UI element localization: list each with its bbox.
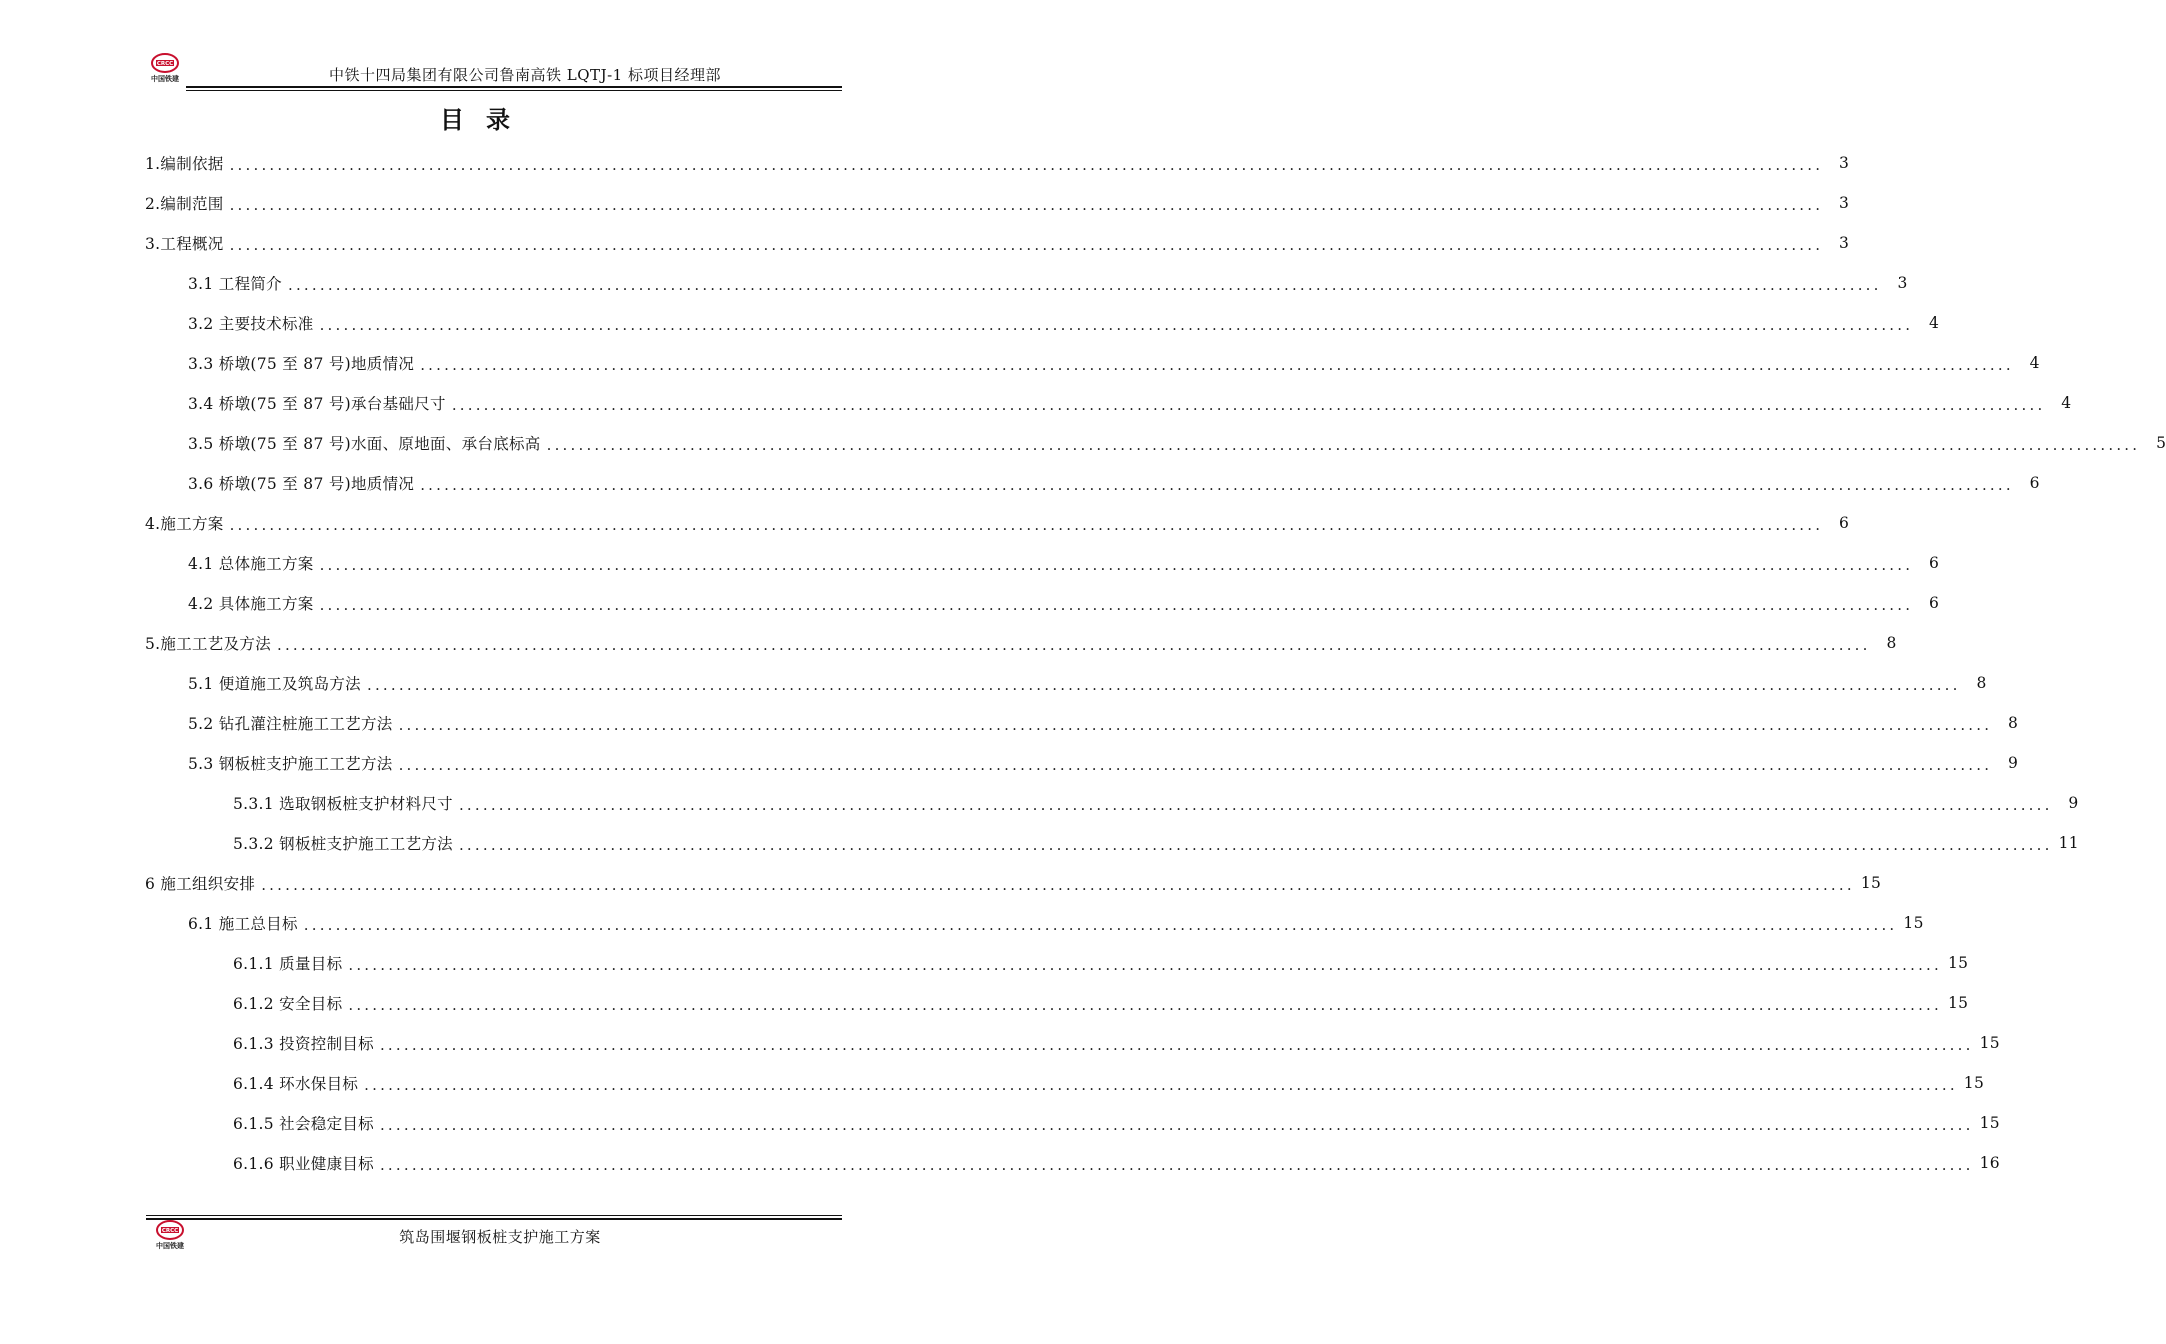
crcc-logo-icon <box>155 1219 185 1241</box>
toc-entry[interactable] <box>233 783 2079 823</box>
toc-dot-leader: ........................................................................................................................................................................................................ <box>348 996 1942 1014</box>
toc-entry-label: 6.1.4 环水保目标 <box>233 1075 359 1093</box>
toc-entry-label: 6.1 施工总目标 <box>188 915 298 933</box>
toc-dot-leader: ........................................................................................................................................................................................................ <box>229 196 1824 214</box>
logo-text: 中国铁建 <box>156 1242 184 1250</box>
footer-rule-thin <box>146 1215 842 1216</box>
toc-page-number: 4 <box>2061 394 2072 412</box>
toc-dot-leader: ........................................................................................................................................................................................................ <box>319 316 1914 334</box>
toc-page-number: 3 <box>1897 274 1908 292</box>
toc-dot-leader: ........................................................................................................................................................................................................ <box>261 876 1855 894</box>
toc-dot-leader: ........................................................................................................................................................................................................ <box>303 916 1898 934</box>
toc-entry-label: 3.2 主要技术标准 <box>188 315 314 333</box>
toc-dot-leader: ........................................................................................................................................................................................................ <box>420 356 2014 374</box>
toc-page-number: 11 <box>2058 834 2079 852</box>
footer-logo <box>148 1219 192 1255</box>
toc-dot-leader: ........................................................................................................................................................................................................ <box>277 636 1871 654</box>
toc-entry-label: 5.3 钢板桩支护施工工艺方法 <box>188 755 393 773</box>
toc-entry-label: 6.1.1 质量目标 <box>233 955 343 973</box>
toc-entry-label: 6 施工组织安排 <box>145 875 256 893</box>
toc-page-number: 6 <box>2029 474 2040 492</box>
toc-dot-leader: ........................................................................................................................................................................................................ <box>546 436 2141 454</box>
footer-rule <box>146 1218 842 1220</box>
toc-entry[interactable] <box>188 903 1924 943</box>
toc-dot-leader: ........................................................................................................................................................................................................ <box>398 716 1993 734</box>
toc-page-number: 15 <box>1979 1034 2000 1052</box>
toc-dot-leader: ........................................................................................................................................................................................................ <box>348 956 1942 974</box>
toc-entry[interactable] <box>145 223 1850 263</box>
toc-page-number: 6 <box>1839 514 1850 532</box>
toc-dot-leader: ........................................................................................................................................................................................................ <box>458 796 2053 814</box>
header-rule <box>186 86 842 88</box>
header-rule-thin <box>186 90 842 91</box>
toc-entry[interactable] <box>188 343 2040 383</box>
toc-entry[interactable] <box>188 463 2040 503</box>
toc-dot-leader: ........................................................................................................................................................................................................ <box>379 1036 1974 1054</box>
toc-entry[interactable] <box>188 583 1940 623</box>
toc-page-number: 3 <box>1839 194 1850 212</box>
toc-entry-label: 6.1.5 社会稳定目标 <box>233 1115 374 1133</box>
toc-entry-label: 3.工程概况 <box>145 235 224 253</box>
header-title: 中铁十四局集团有限公司鲁南高铁 LQTJ-1 标项目经理部 <box>329 66 721 84</box>
toc-dot-leader: ........................................................................................................................................................................................................ <box>287 276 1882 294</box>
toc-dot-leader: ........................................................................................................................................................................................................ <box>229 516 1824 534</box>
toc-dot-leader: ........................................................................................................................................................................................................ <box>319 596 1914 614</box>
toc-page-number: 9 <box>2008 754 2019 772</box>
toc-entry-label: 5.3.1 选取钢板桩支护材料尺寸 <box>233 795 453 813</box>
toc-entry[interactable] <box>188 703 2019 743</box>
toc-dot-leader: ........................................................................................................................................................................................................ <box>229 156 1824 174</box>
toc-entry-label: 6.1.3 投资控制目标 <box>233 1035 374 1053</box>
toc-dot-leader: ........................................................................................................................................................................................................ <box>451 396 2046 414</box>
footer-title: 筑岛围堰钢板桩支护施工方案 <box>399 1228 601 1246</box>
toc-page-number: 3 <box>1839 234 1850 252</box>
toc-page-number: 15 <box>1860 874 1882 892</box>
toc-page-number: 9 <box>2068 794 2079 812</box>
toc-entry-label: 3.6 桥墩(75 至 87 号)地质情况 <box>188 475 415 493</box>
toc-entry[interactable] <box>188 423 2166 463</box>
toc-dot-leader: ........................................................................................................................................................................................................ <box>364 1076 1958 1094</box>
toc-entry-label: 1.编制依据 <box>145 155 224 173</box>
toc-entry-label: 3.3 桥墩(75 至 87 号)地质情况 <box>188 355 415 373</box>
toc-page-number: 8 <box>2008 714 2019 732</box>
toc-dot-leader: ........................................................................................................................................................................................................ <box>420 476 2014 494</box>
toc-dot-leader: ........................................................................................................................................................................................................ <box>366 676 1961 694</box>
crcc-logo-icon <box>150 52 180 74</box>
toc-entry-label: 3.5 桥墩(75 至 87 号)水面、原地面、承台底标高 <box>188 435 541 453</box>
toc-entry-label: 5.施工工艺及方法 <box>145 635 271 653</box>
toc-entry[interactable] <box>233 1063 1985 1103</box>
toc-page-number: 6 <box>1929 554 1940 572</box>
toc-dot-leader: ........................................................................................................................................................................................................ <box>319 556 1914 574</box>
svg-text:CRCC: CRCC <box>156 61 174 67</box>
toc-entry[interactable] <box>233 1143 2000 1183</box>
toc-entry-label: 6.1.2 安全目标 <box>233 995 343 1013</box>
toc-page-number: 15 <box>1963 1074 1985 1092</box>
toc-dot-leader: ........................................................................................................................................................................................................ <box>229 236 1824 254</box>
toc-entry-label: 4.施工方案 <box>145 515 224 533</box>
company-logo <box>143 52 187 88</box>
toc-page-number: 15 <box>1948 954 1969 972</box>
toc-page-number: 15 <box>1948 994 1969 1012</box>
toc-entry[interactable] <box>233 1103 2000 1143</box>
svg-text:CRCC: CRCC <box>161 1228 179 1234</box>
toc-entry[interactable] <box>233 1023 2000 1063</box>
toc-entry[interactable] <box>188 663 1987 703</box>
toc-page-number: 8 <box>1976 674 1987 692</box>
toc-entry[interactable] <box>188 263 1908 303</box>
toc-title: 目录 <box>440 105 532 134</box>
toc-entry-label: 5.3.2 钢板桩支护施工工艺方法 <box>233 835 453 853</box>
toc-dot-leader: ........................................................................................................................................................................................................ <box>458 836 2053 854</box>
logo-text: 中国铁建 <box>151 75 179 83</box>
toc-entry[interactable] <box>188 383 2072 423</box>
toc-entry[interactable] <box>233 943 1969 983</box>
toc-entry-label: 5.2 钻孔灌注桩施工工艺方法 <box>188 715 393 733</box>
toc-page-number: 3 <box>1839 154 1850 172</box>
toc-page-number: 6 <box>1929 594 1940 612</box>
toc-dot-leader: ........................................................................................................................................................................................................ <box>398 756 1993 774</box>
toc-entry[interactable] <box>145 143 1850 183</box>
toc-page-number: 4 <box>2029 354 2040 372</box>
toc-entry[interactable] <box>188 743 2019 783</box>
toc-page-number: 4 <box>1929 314 1940 332</box>
toc-entry-label: 4.1 总体施工方案 <box>188 555 314 573</box>
toc-entry-label: 3.1 工程简介 <box>188 275 282 293</box>
toc-entry[interactable] <box>145 183 1850 223</box>
toc-page-number: 15 <box>1979 1114 2000 1132</box>
toc-dot-leader: ........................................................................................................................................................................................................ <box>379 1156 1974 1174</box>
toc-page-number: 8 <box>1886 634 1897 652</box>
toc-entry-label: 5.1 便道施工及筑岛方法 <box>188 675 361 693</box>
toc-entry-label: 2.编制范围 <box>145 195 224 213</box>
toc-entry[interactable] <box>233 823 2079 863</box>
toc-entry[interactable] <box>145 503 1850 543</box>
toc-entry[interactable] <box>145 623 1897 663</box>
toc-page-number: 15 <box>1903 914 1924 932</box>
toc-entry[interactable] <box>188 543 1940 583</box>
toc-entry-label: 3.4 桥墩(75 至 87 号)承台基础尺寸 <box>188 395 446 413</box>
toc-entry-label: 4.2 具体施工方案 <box>188 595 314 613</box>
toc-entry[interactable] <box>145 863 1882 903</box>
toc-page-number: 16 <box>1979 1154 2000 1172</box>
toc-dot-leader: ........................................................................................................................................................................................................ <box>379 1116 1974 1134</box>
toc-entry[interactable] <box>233 983 1969 1023</box>
toc-page-number: 5 <box>2156 434 2166 452</box>
toc-entry-label: 6.1.6 职业健康目标 <box>233 1155 374 1173</box>
toc-entry[interactable] <box>188 303 1940 343</box>
